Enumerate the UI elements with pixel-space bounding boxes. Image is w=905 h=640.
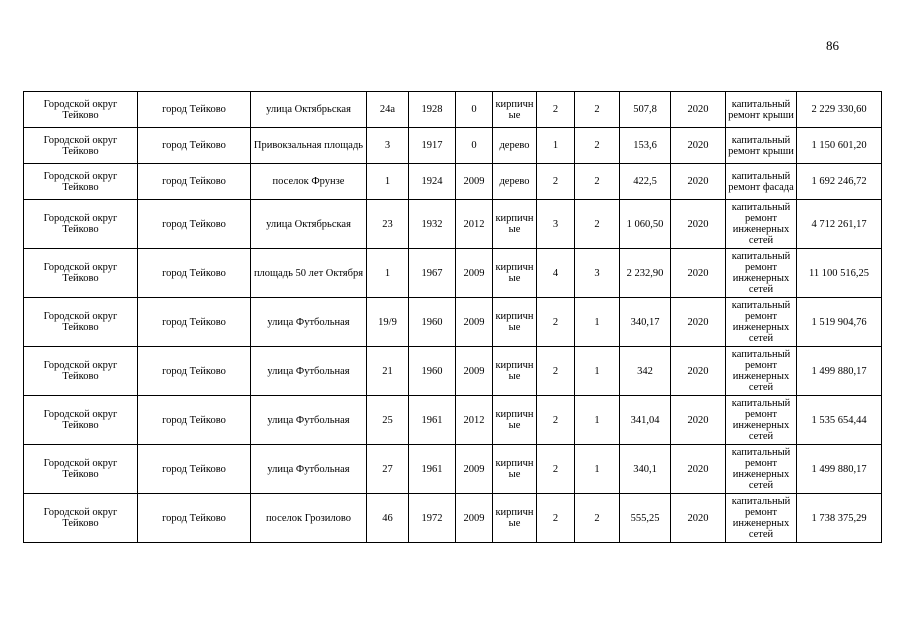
table-row: [24, 298, 882, 347]
table-row: [24, 164, 882, 200]
cost-cell: 1 738 375,29: [797, 494, 882, 543]
street-cell: поселок Фрунзе: [251, 164, 367, 200]
table-row: [24, 200, 882, 249]
entrances-cell: 1: [575, 396, 620, 445]
street-cell: поселок Грозилово: [251, 494, 367, 543]
work-type-cell: капитальный ремонт крыши: [726, 128, 797, 164]
cost-cell: 1 150 601,20: [797, 128, 882, 164]
house-number-cell: 3: [367, 128, 409, 164]
planned-year-cell: 2020: [671, 396, 726, 445]
year-renovated-cell: 2009: [456, 164, 493, 200]
district-cell: Городской округ Тейково: [24, 347, 138, 396]
cost-cell: 1 499 880,17: [797, 347, 882, 396]
table-row: [24, 92, 882, 128]
street-cell: улица Октябрьская: [251, 200, 367, 249]
cost-cell: 1 519 904,76: [797, 298, 882, 347]
cost-cell: 1 692 246,72: [797, 164, 882, 200]
house-number-cell: 21: [367, 347, 409, 396]
year-renovated-cell: 2012: [456, 396, 493, 445]
entrances-cell: 2: [575, 164, 620, 200]
page-number: 86: [826, 38, 839, 53]
work-type-cell: капитальный ремонт инженерных сетей: [726, 494, 797, 543]
street-cell: улица Октябрьская: [251, 92, 367, 128]
area-cell: 422,5: [620, 164, 671, 200]
settlement-cell: город Тейково: [138, 347, 251, 396]
year-built-cell: 1972: [409, 494, 456, 543]
planned-year-cell: 2020: [671, 92, 726, 128]
area-cell: 153,6: [620, 128, 671, 164]
housing-repair-table: [23, 91, 882, 543]
area-cell: 341,04: [620, 396, 671, 445]
entrances-cell: 1: [575, 298, 620, 347]
street-cell: Привокзальная площадь: [251, 128, 367, 164]
cost-cell: 1 535 654,44: [797, 396, 882, 445]
table-row: [24, 445, 882, 494]
settlement-cell: город Тейково: [138, 164, 251, 200]
table-body: [24, 92, 882, 543]
planned-year-cell: 2020: [671, 298, 726, 347]
entrances-cell: 2: [575, 92, 620, 128]
street-cell: улица Футбольная: [251, 445, 367, 494]
wall-material-cell: дерево: [493, 164, 537, 200]
work-type-cell: капитальный ремонт инженерных сетей: [726, 347, 797, 396]
year-renovated-cell: 2012: [456, 200, 493, 249]
wall-material-cell: кирпичные: [493, 200, 537, 249]
work-type-cell: капитальный ремонт инженерных сетей: [726, 396, 797, 445]
floors-cell: 2: [537, 164, 575, 200]
wall-material-cell: кирпичные: [493, 347, 537, 396]
year-built-cell: 1967: [409, 249, 456, 298]
wall-material-cell: кирпичные: [493, 298, 537, 347]
district-cell: Городской округ Тейково: [24, 396, 138, 445]
wall-material-cell: кирпичные: [493, 396, 537, 445]
settlement-cell: город Тейково: [138, 494, 251, 543]
house-number-cell: 1: [367, 249, 409, 298]
settlement-cell: город Тейково: [138, 200, 251, 249]
year-built-cell: 1917: [409, 128, 456, 164]
floors-cell: 2: [537, 92, 575, 128]
planned-year-cell: 2020: [671, 128, 726, 164]
settlement-cell: город Тейково: [138, 298, 251, 347]
floors-cell: 2: [537, 445, 575, 494]
district-cell: Городской округ Тейково: [24, 298, 138, 347]
settlement-cell: город Тейково: [138, 92, 251, 128]
settlement-cell: город Тейково: [138, 249, 251, 298]
floors-cell: 1: [537, 128, 575, 164]
wall-material-cell: кирпичные: [493, 445, 537, 494]
entrances-cell: 3: [575, 249, 620, 298]
planned-year-cell: 2020: [671, 164, 726, 200]
settlement-cell: город Тейково: [138, 128, 251, 164]
entrances-cell: 1: [575, 347, 620, 396]
year-built-cell: 1961: [409, 445, 456, 494]
cost-cell: 1 499 880,17: [797, 445, 882, 494]
street-cell: улица Футбольная: [251, 396, 367, 445]
street-cell: улица Футбольная: [251, 347, 367, 396]
floors-cell: 2: [537, 298, 575, 347]
district-cell: Городской округ Тейково: [24, 128, 138, 164]
district-cell: Городской округ Тейково: [24, 494, 138, 543]
cost-cell: 11 100 516,25: [797, 249, 882, 298]
area-cell: 340,1: [620, 445, 671, 494]
district-cell: Городской округ Тейково: [24, 249, 138, 298]
entrances-cell: 2: [575, 494, 620, 543]
year-renovated-cell: 0: [456, 128, 493, 164]
cost-cell: 2 229 330,60: [797, 92, 882, 128]
year-built-cell: 1924: [409, 164, 456, 200]
table-row: [24, 347, 882, 396]
floors-cell: 2: [537, 347, 575, 396]
wall-material-cell: кирпичные: [493, 494, 537, 543]
house-number-cell: 46: [367, 494, 409, 543]
wall-material-cell: кирпичные: [493, 92, 537, 128]
year-renovated-cell: 2009: [456, 494, 493, 543]
entrances-cell: 2: [575, 200, 620, 249]
table-row: [24, 494, 882, 543]
year-built-cell: 1960: [409, 347, 456, 396]
district-cell: Городской округ Тейково: [24, 200, 138, 249]
floors-cell: 4: [537, 249, 575, 298]
area-cell: 1 060,50: [620, 200, 671, 249]
work-type-cell: капитальный ремонт инженерных сетей: [726, 249, 797, 298]
planned-year-cell: 2020: [671, 347, 726, 396]
year-built-cell: 1960: [409, 298, 456, 347]
year-renovated-cell: 0: [456, 92, 493, 128]
district-cell: Городской округ Тейково: [24, 164, 138, 200]
house-number-cell: 23: [367, 200, 409, 249]
year-renovated-cell: 2009: [456, 445, 493, 494]
street-cell: улица Футбольная: [251, 298, 367, 347]
floors-cell: 2: [537, 494, 575, 543]
area-cell: 340,17: [620, 298, 671, 347]
house-number-cell: 1: [367, 164, 409, 200]
entrances-cell: 2: [575, 128, 620, 164]
work-type-cell: капитальный ремонт крыши: [726, 92, 797, 128]
wall-material-cell: кирпичные: [493, 249, 537, 298]
house-number-cell: 19/9: [367, 298, 409, 347]
house-number-cell: 25: [367, 396, 409, 445]
district-cell: Городской округ Тейково: [24, 445, 138, 494]
cost-cell: 4 712 261,17: [797, 200, 882, 249]
planned-year-cell: 2020: [671, 249, 726, 298]
work-type-cell: капитальный ремонт инженерных сетей: [726, 298, 797, 347]
house-number-cell: 24а: [367, 92, 409, 128]
wall-material-cell: дерево: [493, 128, 537, 164]
area-cell: 555,25: [620, 494, 671, 543]
floors-cell: 2: [537, 396, 575, 445]
work-type-cell: капитальный ремонт инженерных сетей: [726, 445, 797, 494]
area-cell: 507,8: [620, 92, 671, 128]
district-cell: Городской округ Тейково: [24, 92, 138, 128]
year-built-cell: 1961: [409, 396, 456, 445]
table-row: [24, 249, 882, 298]
planned-year-cell: 2020: [671, 445, 726, 494]
year-renovated-cell: 2009: [456, 249, 493, 298]
year-renovated-cell: 2009: [456, 347, 493, 396]
year-renovated-cell: 2009: [456, 298, 493, 347]
table-row: [24, 128, 882, 164]
year-built-cell: 1932: [409, 200, 456, 249]
year-built-cell: 1928: [409, 92, 456, 128]
house-number-cell: 27: [367, 445, 409, 494]
planned-year-cell: 2020: [671, 200, 726, 249]
work-type-cell: капитальный ремонт инженерных сетей: [726, 200, 797, 249]
planned-year-cell: 2020: [671, 494, 726, 543]
floors-cell: 3: [537, 200, 575, 249]
work-type-cell: капитальный ремонт фасада: [726, 164, 797, 200]
settlement-cell: город Тейково: [138, 396, 251, 445]
table-row: [24, 396, 882, 445]
entrances-cell: 1: [575, 445, 620, 494]
area-cell: 342: [620, 347, 671, 396]
area-cell: 2 232,90: [620, 249, 671, 298]
street-cell: площадь 50 лет Октября: [251, 249, 367, 298]
settlement-cell: город Тейково: [138, 445, 251, 494]
